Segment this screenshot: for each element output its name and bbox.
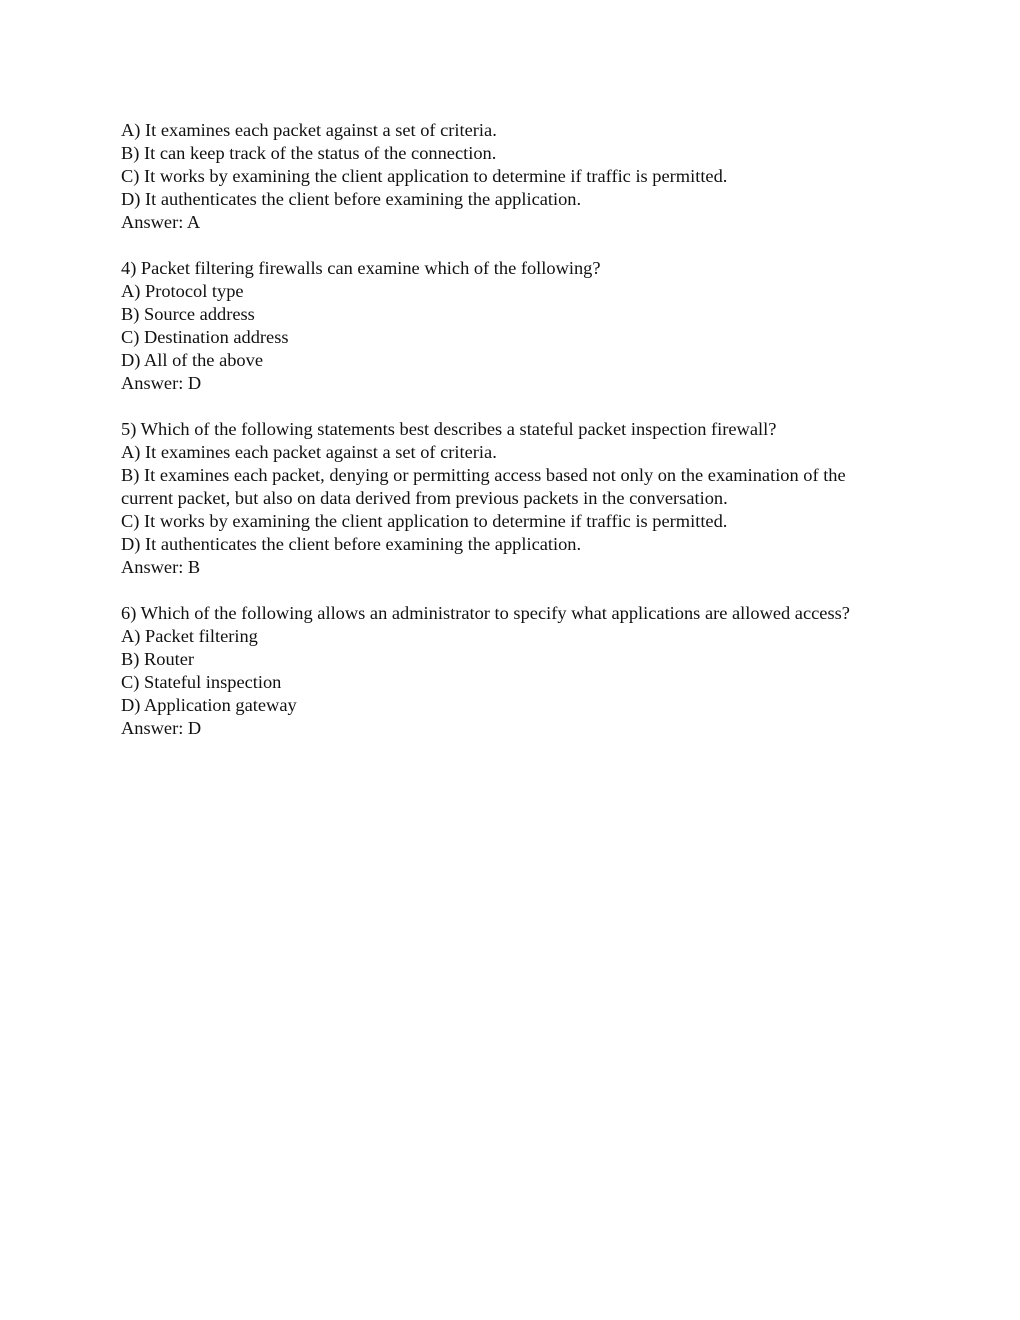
question-text: 5) Which of the following statements best describes a stateful packet inspection firewall? xyxy=(121,419,777,439)
option-d: D) It authenticates the client before examining the application. xyxy=(121,189,582,209)
option-b: B) It examines each packet, denying or permitting access based not only on the examination of the current packet, but also on data derived from previous packets in the conversation. xyxy=(121,465,846,508)
document-body xyxy=(121,119,901,763)
question-block-3 xyxy=(121,119,901,234)
answer: Answer: B xyxy=(121,557,201,577)
option-c: C) It works by examining the client application to determine if traffic is permitted. xyxy=(121,166,728,186)
option-d: D) It authenticates the client before examining the application. xyxy=(121,534,582,554)
question-block-4 xyxy=(121,257,901,395)
answer: Answer: D xyxy=(121,373,202,393)
option-d: D) All of the above xyxy=(121,350,263,370)
option-a: A) Packet filtering xyxy=(121,626,258,646)
option-c: C) Destination address xyxy=(121,327,289,347)
question-block-6 xyxy=(121,602,901,740)
option-a: A) It examines each packet against a set of criteria. xyxy=(121,442,497,462)
option-b: B) It can keep track of the status of the connection. xyxy=(121,143,497,163)
option-c: C) It works by examining the client application to determine if traffic is permitted. xyxy=(121,511,728,531)
question-text: 4) Packet filtering firewalls can examine which of the following? xyxy=(121,258,601,278)
question-text: 6) Which of the following allows an administrator to specify what applications are allowed access? xyxy=(121,603,850,623)
option-c: C) Stateful inspection xyxy=(121,672,282,692)
option-b: B) Source address xyxy=(121,304,255,324)
option-a: A) Protocol type xyxy=(121,281,244,301)
option-a: A) It examines each packet against a set of criteria. xyxy=(121,120,497,140)
option-b: B) Router xyxy=(121,649,195,669)
answer: Answer: A xyxy=(121,212,201,232)
question-block-5 xyxy=(121,418,901,579)
option-d: D) Application gateway xyxy=(121,695,297,715)
answer: Answer: D xyxy=(121,718,202,738)
